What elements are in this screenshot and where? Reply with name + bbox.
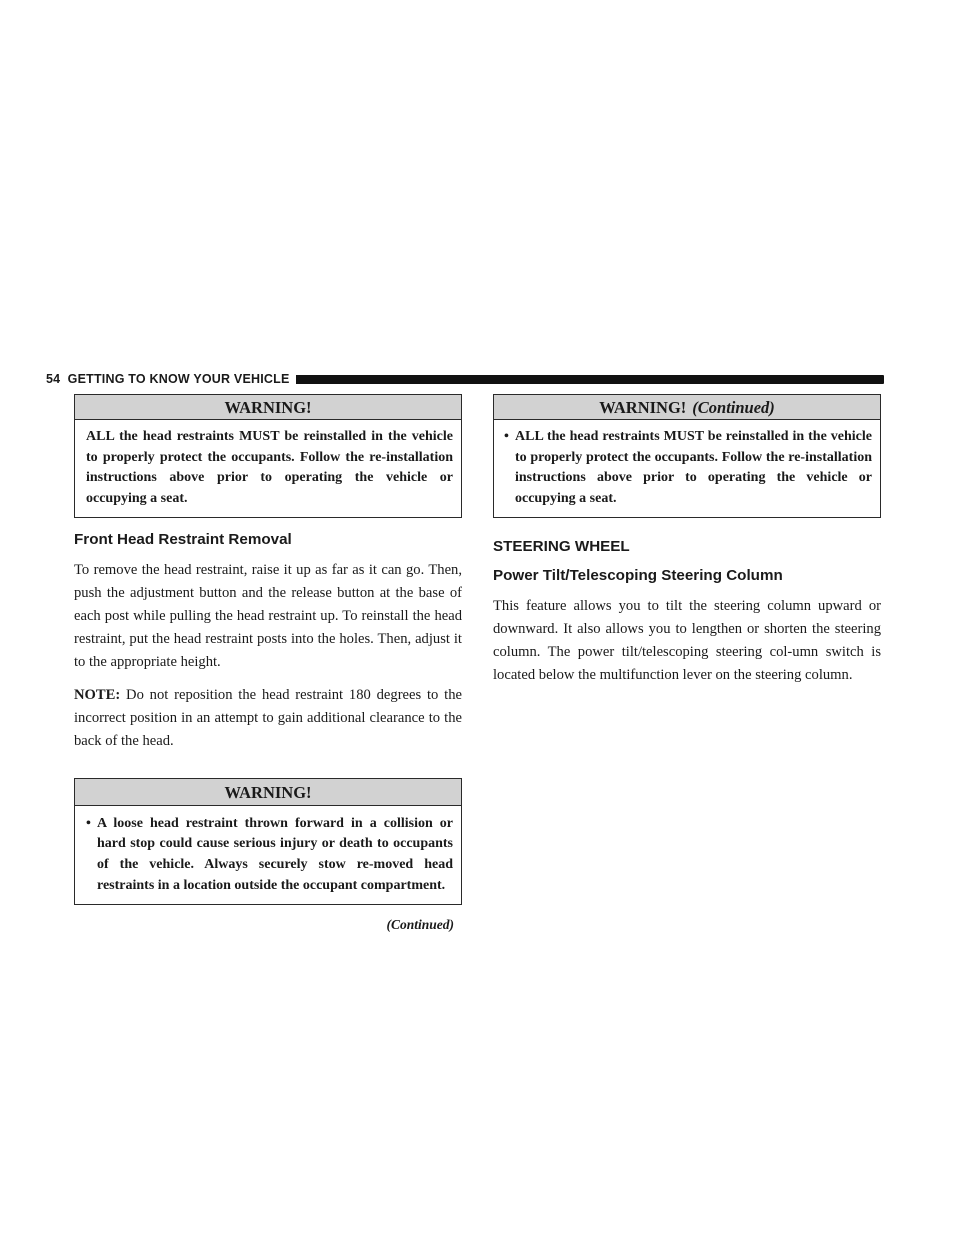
warning-title: WARNING! [75,395,461,420]
page-header [46,372,884,386]
right-column [493,394,881,687]
section-heading-removal: Front Head Restraint Removal [74,531,292,549]
warning-text: A loose head restraint thrown forward in a collision or hard stop could cause serious injury or death to occupants of the vehicle. Always securely stow re-moved head restraints in a location outside the occupant compartment. [97,815,453,893]
page-number: 54 [46,372,61,386]
warning-bullet-item [504,427,872,509]
warning-body [494,420,880,517]
warning-text: ALL the head restraints MUST be reinstalled in the vehicle to properly protect the occupants. Follow the re-installation instructions above prior to operating the vehicle or occupying a seat. [515,429,872,506]
note-label: NOTE: [74,687,121,704]
warning-title: WARNING! [75,779,461,806]
header-rule [296,375,885,384]
warning-box-reinstall [74,394,462,518]
warning-box-loose-restraint [74,778,462,905]
removal-paragraph: To remove the head restraint, raise it up as far as it can go. Then, push the adjustment button and the release button at the base of each post while pulling the head restraint up. To reinstall the head restraint, put the head restraint posts into the holes. Then, adjust it to the appropriate height. [74,562,462,670]
sub-heading-power-tilt: Power Tilt/Telescoping Steering Column [493,567,783,585]
warning-title-text: WARNING! [599,398,687,417]
warning-body [75,806,461,904]
bullet-icon: • [504,429,509,444]
warning-title-suffix: (Continued) [692,398,775,417]
header-text [46,372,290,386]
warning-box-continued [493,394,881,518]
note-text: Do not reposition the head restraint 180 degrees to the incorrect position in an attempt to gain additional clearance to the back of the head. [74,687,462,749]
warning-title [494,395,880,420]
continued-label: (Continued) [386,917,454,933]
warning-bullet-item [86,814,453,896]
bullet-icon: • [86,815,91,831]
section-title: GETTING TO KNOW YOUR VEHICLE [67,372,290,386]
warning-text: ALL the head restraints MUST be reinstalled in the vehicle to properly protect the occupants. Follow the re-installation instructions above prior to operating the vehicle or occupying a seat. [86,429,453,506]
note-paragraph [74,684,462,752]
section-heading-steering-wheel: STEERING WHEEL [493,538,630,556]
left-column [74,394,462,933]
steering-paragraph: This feature allows you to tilt the steering column upward or downward. It also allows you to lengthen or shorten the steering column. The power tilt/telescoping steering col-umn switch is located below the multifunction lever on the steering column. [493,598,881,683]
